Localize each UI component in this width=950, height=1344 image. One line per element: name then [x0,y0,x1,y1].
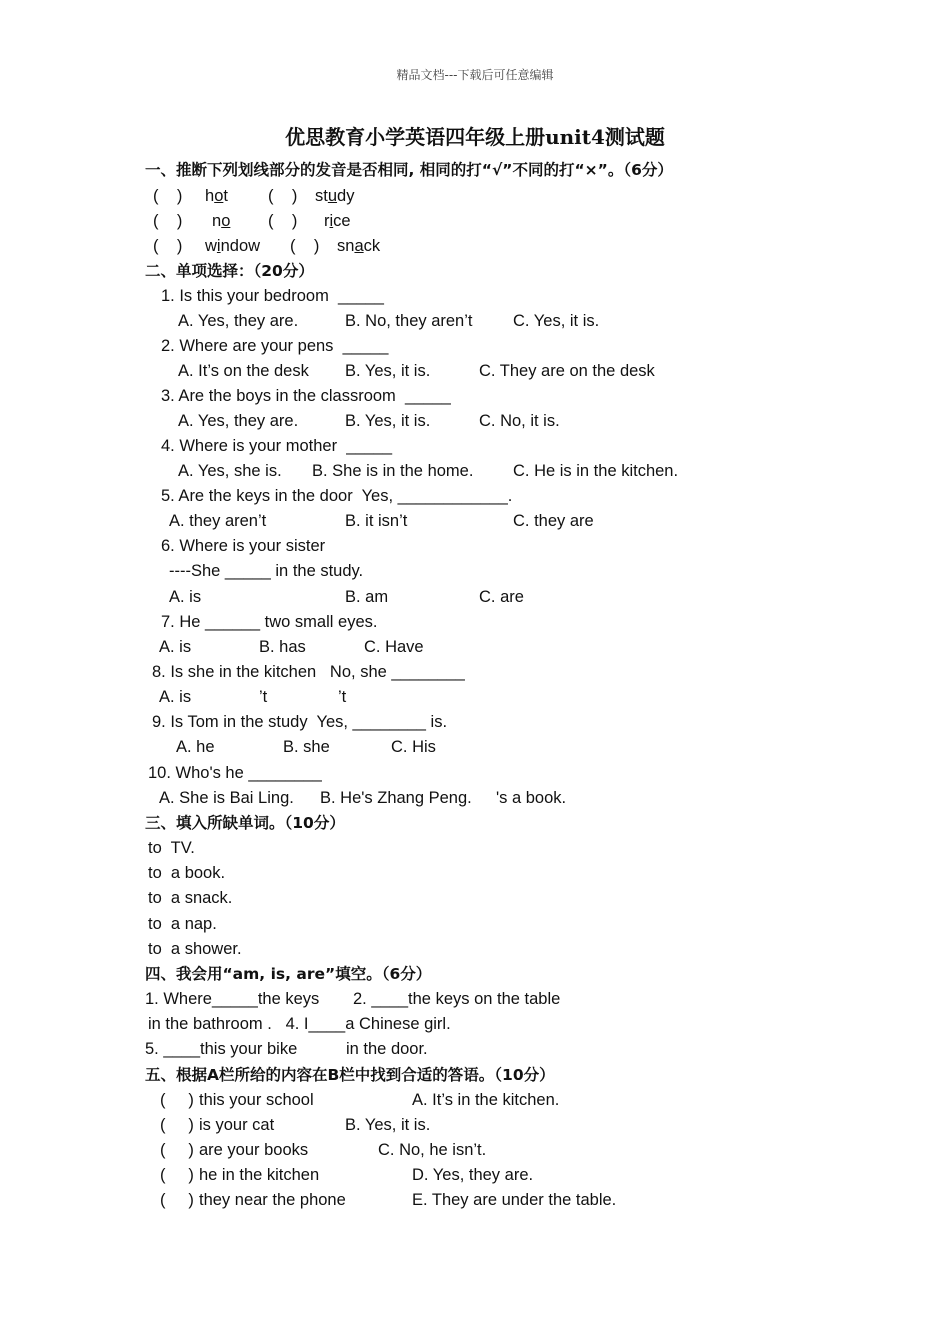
fill-item: 5. ____this your bike [145,1040,298,1058]
word: rice [324,212,351,230]
option-c[interactable]: C. No, it is. [479,412,560,430]
option-b[interactable]: B. She is in the home. [312,462,474,480]
fill-item: to a shower. [148,940,242,958]
column-b-item: A. It’s in the kitchen. [412,1091,560,1109]
word: snack [337,237,381,255]
option-b[interactable]: B. am [345,588,389,606]
option-a[interactable]: A. they aren’t [169,512,267,530]
fill-item: to a nap. [148,915,217,933]
word: hot [205,187,228,205]
answer-paren[interactable]: ( ) [160,1166,194,1184]
fill-item: to a book. [148,864,226,882]
fill-item: to TV. [148,839,195,857]
option-c[interactable]: C. Yes, it is. [513,312,600,330]
fill-item: to a snack. [148,889,233,907]
option-a[interactable]: A. Yes, they are. [178,412,299,430]
option-a[interactable]: A. She is Bai Ling. [159,789,294,807]
section1-heading: 一、推断下列划线部分的发音是否相同, 相同的打“√”不同的打“×”。（6分） [145,161,673,179]
option-b[interactable]: ’t [259,688,268,706]
option-c[interactable]: C. are [479,588,524,606]
fill-item: in the bathroom . 4. I____a Chinese girl. [148,1015,451,1033]
option-b[interactable]: B. Yes, it is. [345,362,431,380]
question-text: 1. Is this your bedroom _____ [161,287,384,305]
question-text: 5. Are the keys in the door Yes, ____________. [161,487,513,505]
question-text: 8. Is she in the kitchen No, she ________ [152,663,465,681]
answer-paren[interactable]: ( ) [153,212,183,230]
option-b[interactable]: B. it isn’t [345,512,408,530]
word: no [212,212,231,230]
answer-paren[interactable]: ( ) [160,1091,194,1109]
option-b[interactable]: B. she [283,738,330,756]
answer-paren[interactable]: ( ) [160,1191,194,1209]
option-a[interactable]: A. Yes, they are. [178,312,299,330]
column-a-item: they near the phone [199,1191,346,1209]
word: study [315,187,355,205]
answer-paren[interactable]: ( ) [160,1116,194,1134]
column-b-item: C. No, he isn’t. [378,1141,487,1159]
section5-heading: 五、根据A栏所给的内容在B栏中找到合适的答语。（10分） [145,1066,555,1084]
option-b[interactable]: B. No, they aren’t [345,312,473,330]
option-a[interactable]: A. is [169,588,202,606]
word: window [205,237,261,255]
question-text: 3. Are the boys in the classroom _____ [161,387,451,405]
answer-paren[interactable]: ( ) [153,187,183,205]
section3-heading: 三、填入所缺单词。（10分） [145,814,345,832]
question-text: 4. Where is your mother _____ [161,437,393,455]
option-b[interactable]: B. He's Zhang Peng. [320,789,472,807]
option-c[interactable]: C. they are [513,512,594,530]
option-b[interactable]: B. Yes, it is. [345,412,431,430]
answer-paren[interactable]: ( ) [290,237,320,255]
header-note: 精品文档---下载后可任意编辑 [396,68,554,82]
option-c[interactable]: C. Have [364,638,424,656]
fill-item: 1. Where_____the keys [145,990,320,1008]
column-b-item: B. Yes, it is. [345,1116,431,1134]
column-a-item: are your books [199,1141,309,1159]
answer-paren[interactable]: ( ) [153,237,183,255]
question-text: 9. Is Tom in the study Yes, ________ is. [152,713,448,731]
section4-heading: 四、我会用“am, is, are”填空。（6分） [145,965,432,983]
column-a-item: this your school [199,1091,314,1109]
option-a[interactable]: A. he [176,738,215,756]
document-title: 优思教育小学英语四年级上册unit4测试题 [285,125,665,149]
option-c[interactable]: C. He is in the kitchen. [513,462,679,480]
column-a-item: is your cat [199,1116,275,1134]
answer-paren[interactable]: ( ) [268,187,298,205]
column-b-item: E. They are under the table. [412,1191,617,1209]
option-a[interactable]: A. It’s on the desk [178,362,309,380]
answer-paren[interactable]: ( ) [268,212,298,230]
question-text: 2. Where are your pens _____ [161,337,389,355]
answer-paren[interactable]: ( ) [160,1141,194,1159]
option-c[interactable]: C. His [391,738,436,756]
question-text: ----She _____ in the study. [169,562,364,580]
question-text: 7. He ______ two small eyes. [161,613,378,631]
column-b-item: D. Yes, they are. [412,1166,534,1184]
option-a[interactable]: A. Yes, she is. [178,462,282,480]
option-c[interactable]: 's a book. [496,789,567,807]
option-a[interactable]: A. is [159,688,192,706]
question-text: 6. Where is your sister [161,537,326,555]
option-c[interactable]: C. They are on the desk [479,362,655,380]
fill-item: in the door. [346,1040,428,1058]
section2-heading: 二、单项选择：（20分） [145,262,314,280]
option-b[interactable]: B. has [259,638,306,656]
option-a[interactable]: A. is [159,638,192,656]
question-text: 10. Who's he ________ [148,764,322,782]
column-a-item: he in the kitchen [199,1166,320,1184]
option-c[interactable]: ’t [338,688,347,706]
fill-item: 2. ____the keys on the table [353,990,561,1008]
